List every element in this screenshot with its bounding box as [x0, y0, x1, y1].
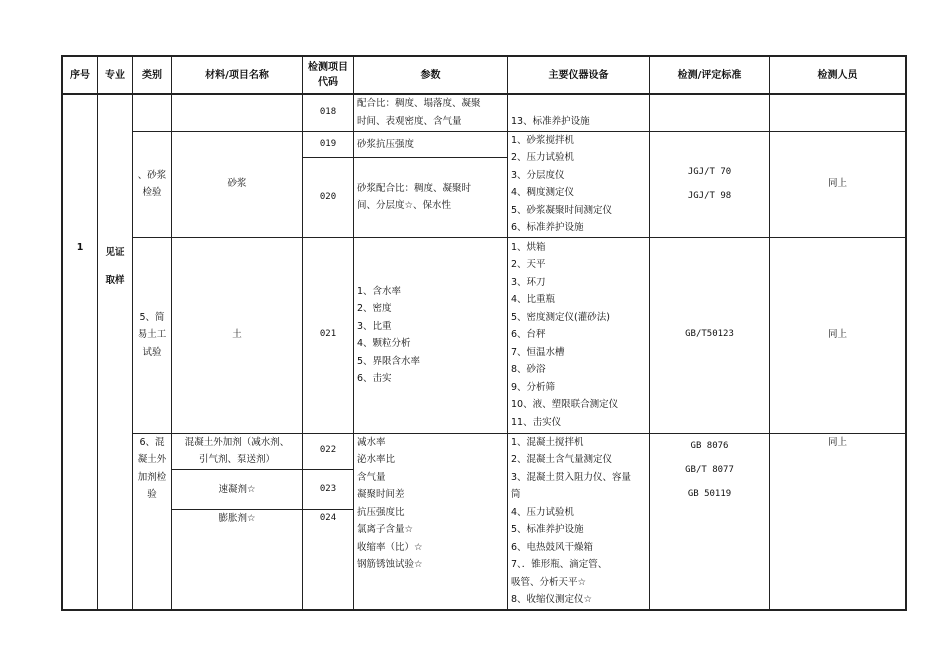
- category-cell-blank: [133, 94, 172, 131]
- header-equipment: 主要仪器设备: [508, 57, 650, 95]
- personnel-admixture: 同上: [770, 433, 906, 609]
- material-cell-blank: [172, 94, 303, 131]
- personnel-soil: 同上: [770, 237, 906, 433]
- code-023: 023: [303, 469, 354, 509]
- header-personnel: 检测人员: [770, 57, 906, 95]
- header-standard: 检测/评定标准: [650, 57, 770, 95]
- standard-mortar: JGJ/T 70 JGJ/T 98: [650, 131, 770, 237]
- params-020: 砂浆配合比：稠度、凝聚时 间、分层度☆、保水性: [354, 158, 508, 238]
- header-material: 材料/项目名称: [172, 57, 303, 95]
- major-witness-sampling: 见证 取样: [98, 237, 133, 609]
- category-mortar: 、砂浆 检验: [133, 131, 172, 237]
- params-018: 配合比：稠度、塌落度、凝聚 时间、表观密度、含气量: [354, 94, 508, 131]
- code-021: 021: [303, 237, 354, 433]
- material-expansive-agent: 膨胀剂☆: [172, 509, 303, 609]
- equipment-admixture: 1、混凝土搅拌机 2、混凝土含气量测定仪 3、混凝土贯入阻力仪、容量 筒 4、压力试验机 5、标准养护设施 6、电热鼓风干燥箱 7、．锥形瓶、滴定管、 吸管、分析天平☆ 8、收缩仪测定仪☆: [508, 433, 650, 609]
- category-soil: 5、简 易土工 试验: [133, 237, 172, 433]
- table-row-019: [63, 131, 906, 158]
- header-row: [63, 57, 906, 95]
- material-admixture-general: 混凝土外加剂（减水剂、 引气剂、泵送剂）: [172, 433, 303, 469]
- standard-018: [650, 94, 770, 131]
- params-soil: 1、含水率 2、密度 3、比重 4、颗粒分析 5、界限含水率 6、击实: [354, 237, 508, 433]
- table-row-021: [63, 237, 906, 433]
- code-024: 024: [303, 509, 354, 609]
- material-soil: 土: [172, 237, 303, 433]
- seq-cell-blank: [63, 94, 98, 131]
- standard-admixture: GB 8076 GB/T 8077 GB 50119: [650, 433, 770, 609]
- major-cell-blank: [98, 94, 133, 131]
- code-018: 018: [303, 94, 354, 131]
- equipment-mortar: 1、砂浆搅拌机 2、压力试验机 3、分层度仪 4、稠度测定仪 5、砂浆凝聚时间测定仪 6、标准养护设施: [508, 131, 650, 237]
- code-020: 020: [303, 158, 354, 238]
- seq-cell-blank: [63, 131, 98, 237]
- params-019: 砂浆抗压强度: [354, 131, 508, 158]
- code-022: 022: [303, 433, 354, 469]
- standards-table: [62, 56, 906, 610]
- personnel-mortar: 同上: [770, 131, 906, 237]
- equipment-soil: 1、烘箱 2、天平 3、环刀 4、比重瓶 5、密度测定仪(灌砂法) 6、台秤 7、恒温水槽 8、砂浴 9、分析筛 10、液、塑限联合测定仪 11、击实仪: [508, 237, 650, 433]
- header-major: 专业: [98, 57, 133, 95]
- code-019: 019: [303, 131, 354, 158]
- header-category: 类别: [133, 57, 172, 95]
- table-row-022: [63, 433, 906, 469]
- equipment-018: 13、标准养护设施: [508, 94, 650, 131]
- header-code: 检测项目代码: [303, 57, 354, 95]
- standard-soil: GB/T50123: [650, 237, 770, 433]
- major-cell-blank: [98, 131, 133, 237]
- material-accelerator: 速凝剂☆: [172, 469, 303, 509]
- table-row-018: [63, 94, 906, 131]
- personnel-018: [770, 94, 906, 131]
- header-seq: 序号: [63, 57, 98, 95]
- material-mortar: 砂浆: [172, 131, 303, 237]
- seq-number: 1: [63, 237, 98, 609]
- category-admixture: 6、混 凝土外 加剂检 验: [133, 433, 172, 609]
- params-admixture: 减水率 泌水率比 含气量 凝聚时间差 抗压强度比 氯离子含量☆ 收缩率（比）☆ 钢筋锈蚀试验☆: [354, 433, 508, 609]
- header-params: 参数: [354, 57, 508, 95]
